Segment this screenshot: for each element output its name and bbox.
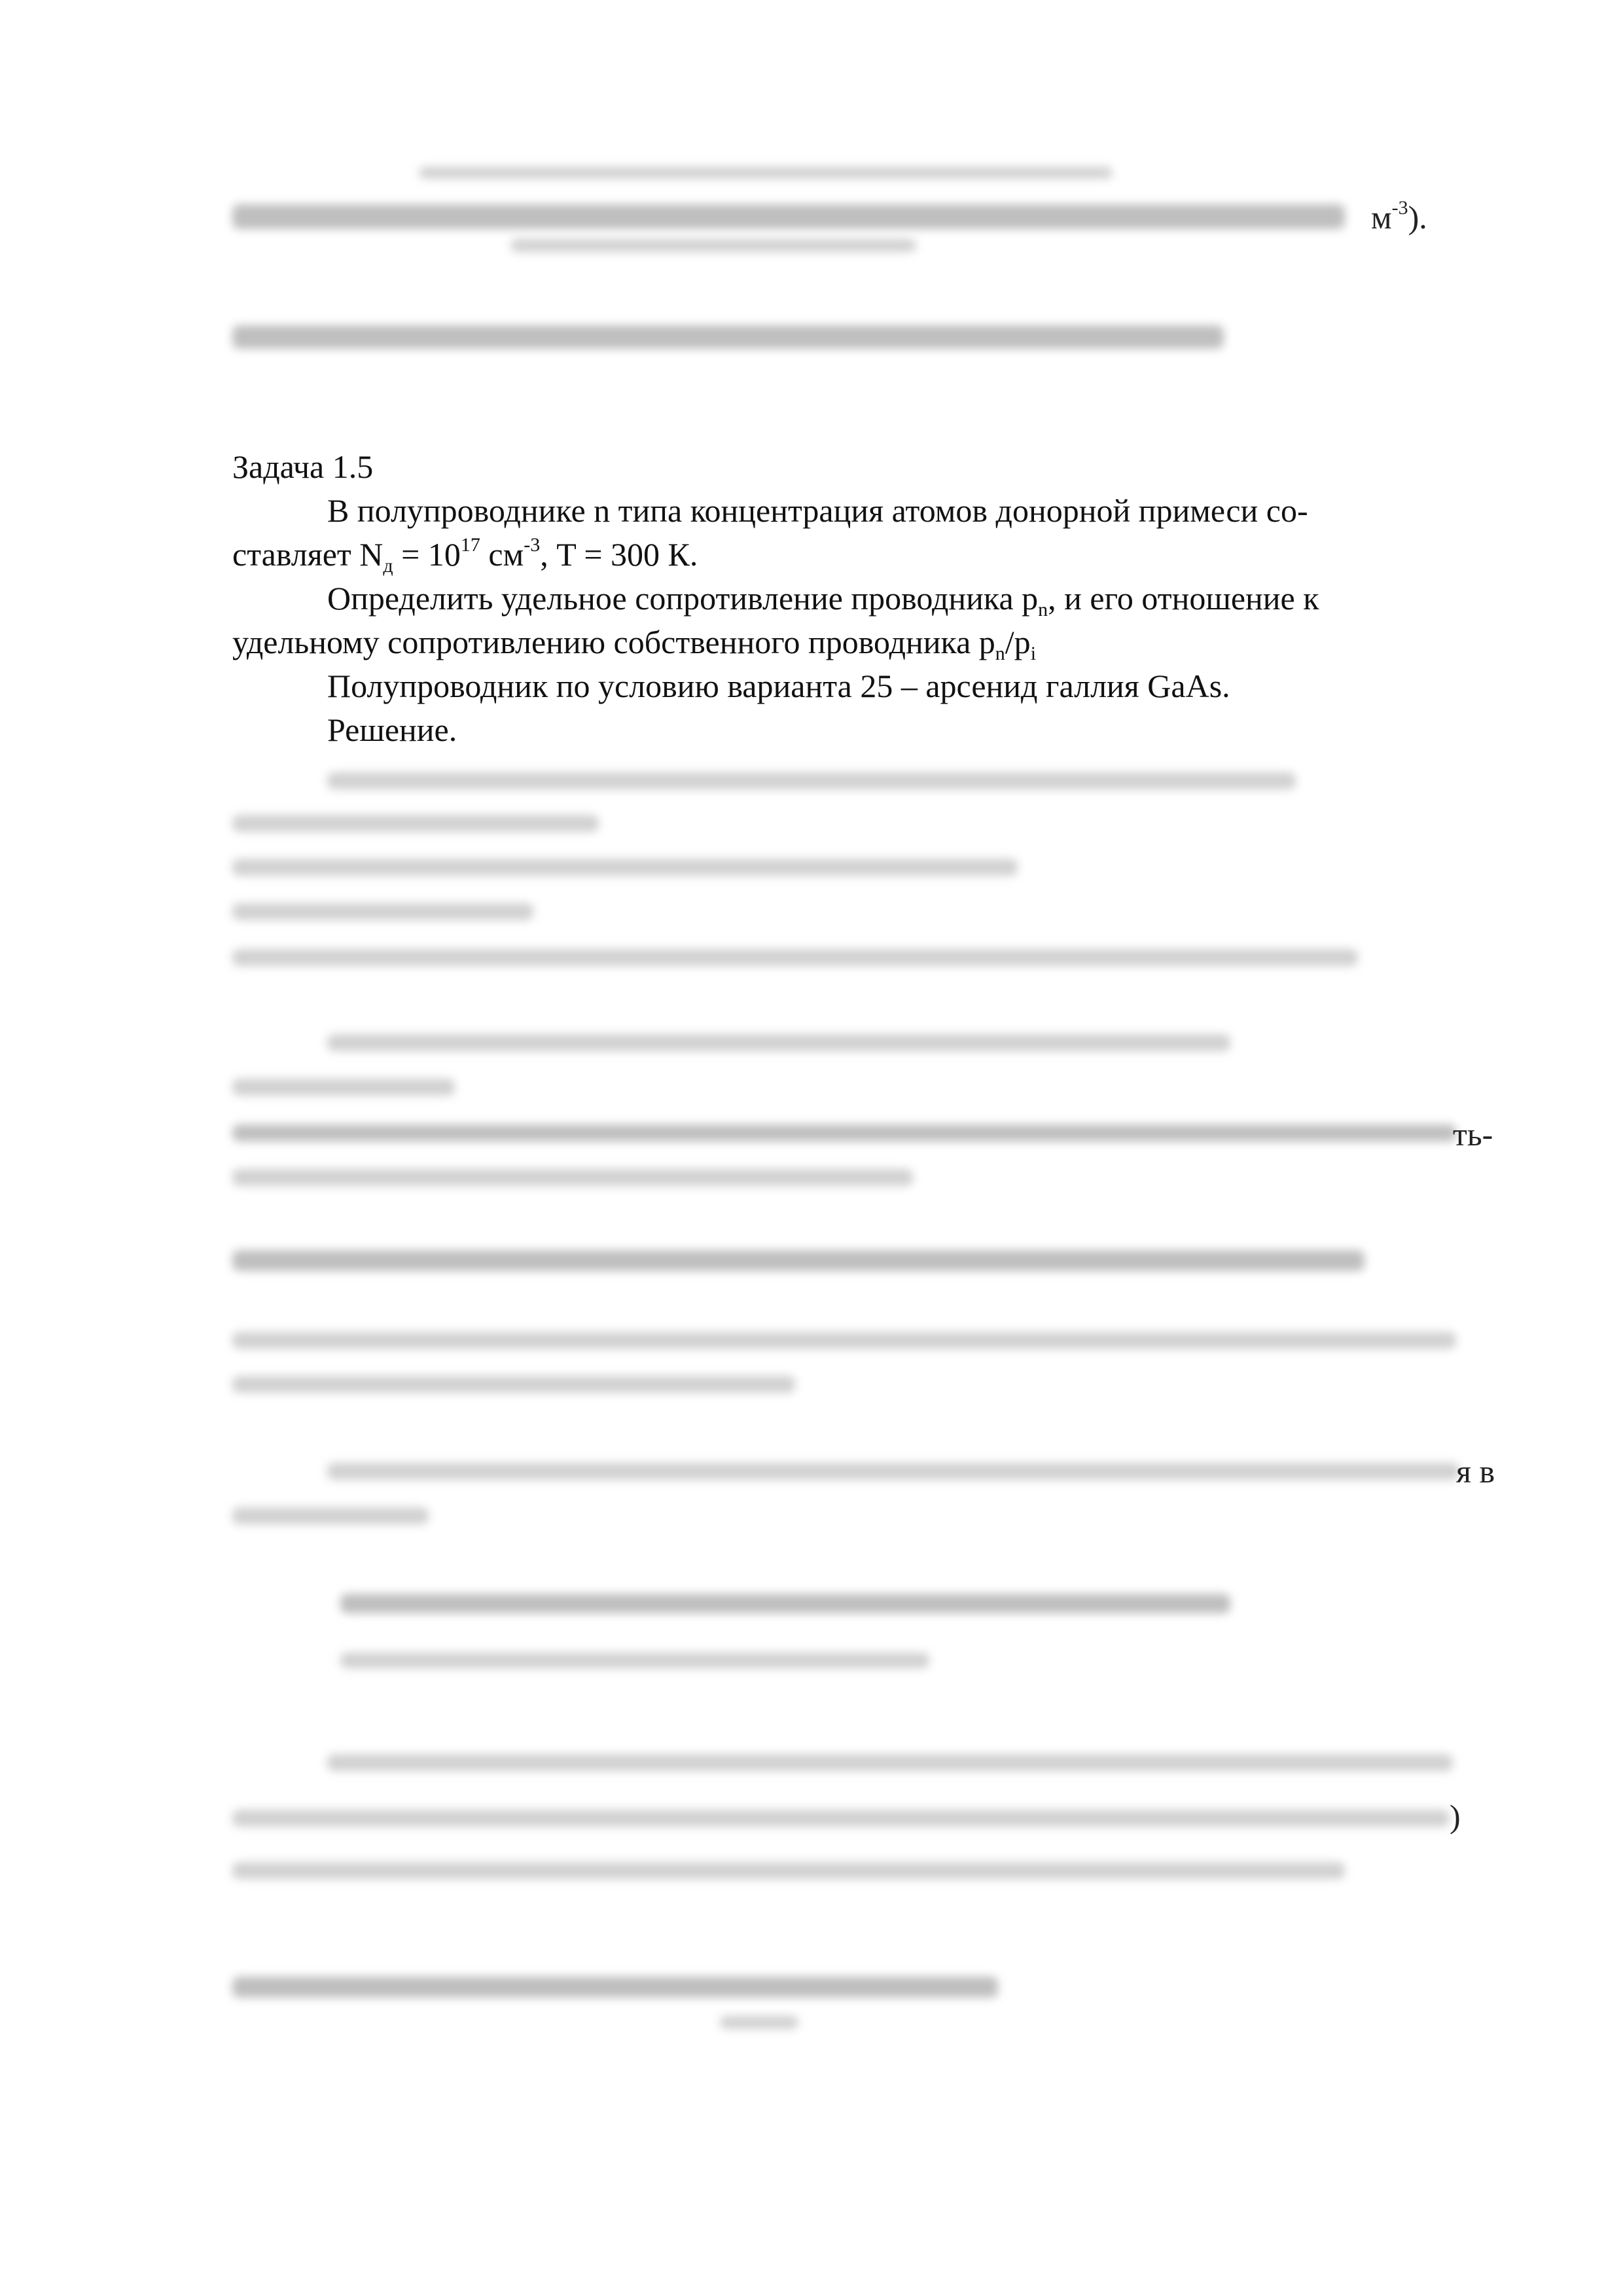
blurred-formula-top-upper [419,167,1113,179]
problem-title: Задача 1.5 [232,448,374,485]
blurred-answer-formula [232,1977,998,1998]
problem-text-line-4: удельному сопротивлению собственного проводника $p_n/p_i$ [232,624,1037,664]
blurred-answer-line [232,325,1224,349]
formula-unit-fragment: $м^{-3}$). [1371,197,1427,236]
blurred-formula-1 [232,1250,1364,1271]
problem-text-line-5: Полупроводник по условию варианта 25 – арсенид галлия GaAs. [327,668,1230,704]
blurred-solution-line-4 [232,903,533,920]
solution-heading: Решение. [327,711,457,748]
blurred-solution-line-16 [232,1862,1345,1879]
blurred-solution-line-11 [232,1376,795,1393]
blurred-solution-line-2 [232,815,599,832]
blurred-formula-top [232,204,1345,229]
blurred-solution-line-12 [327,1463,1459,1480]
blurred-solution-line-9 [232,1169,913,1186]
blurred-solution-line-8 [232,1124,1456,1141]
blurred-formula-top-lower [510,239,916,252]
visible-fragment-1: ть- [1453,1116,1493,1153]
blurred-answer-formula-sub [720,2016,798,2029]
blurred-solution-line-14 [327,1754,1453,1771]
blurred-formula-2-bottom [340,1653,929,1668]
problem-text-line-3: Определить удельное сопротивление проводника $p_n$, и его отношение к [327,580,1319,620]
blurred-solution-line-15 [232,1810,1450,1827]
blurred-solution-line-6 [327,1034,1230,1051]
visible-fragment-3: ) [1450,1798,1461,1835]
visible-fragment-2: я в [1456,1453,1495,1490]
blurred-solution-line-3 [232,859,1018,876]
blurred-solution-line-10 [232,1332,1456,1349]
problem-text-line-2: ставляет $N_д = 10^{17}$ $см^{-3}$, T = 300 К. [232,534,698,577]
blurred-solution-line-1 [327,772,1296,789]
blurred-formula-2-top [340,1594,1230,1613]
problem-text-line-1: В полупроводнике n типа концентрация атомов донорной примеси со- [327,492,1308,529]
blurred-solution-line-13 [232,1507,429,1524]
blurred-solution-line-7 [232,1079,455,1096]
blurred-solution-line-5 [232,949,1358,966]
